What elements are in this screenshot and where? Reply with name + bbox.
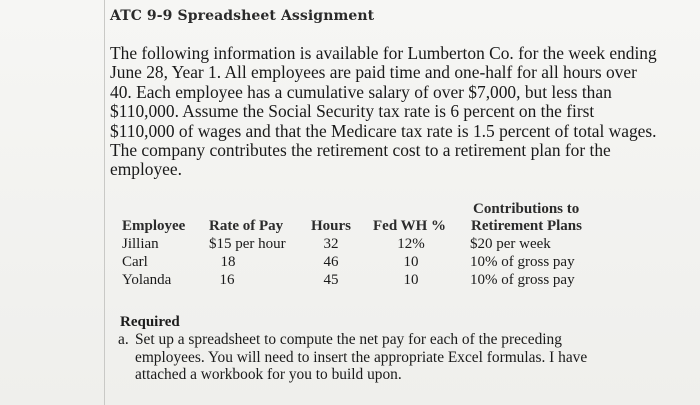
cell-fed-wh: 10	[403, 272, 419, 288]
cell-employee: Jillian	[122, 236, 159, 252]
cell-contribution: 10% of gross pay	[470, 272, 575, 288]
required-item-text	[135, 331, 675, 384]
cell-fed-wh: 10	[403, 254, 419, 270]
header-contributions-line1: Contributions to	[473, 201, 580, 217]
cell-rate: 18	[220, 254, 236, 270]
cell-employee: Yolanda	[122, 272, 172, 288]
required-item-letter: a.	[118, 331, 129, 348]
intro-line: The company contributes the retirement cost to a retirement plan for the	[110, 140, 611, 161]
required-item-line: Set up a spreadsheet to compute the net pay for each of the preceding	[135, 331, 562, 348]
cell-hours: 46	[323, 254, 339, 270]
header-employee: Employee	[122, 218, 186, 234]
cell-rate: $15 per hour	[209, 236, 286, 252]
intro-line: $110,000. Assume the Social Security tax rate is 6 percent on the first	[110, 101, 595, 122]
required-item-line: attached a workbook for you to build upon.	[135, 366, 402, 383]
cell-contribution: 10% of gross pay	[470, 254, 575, 270]
header-contributions-line2: Retirement Plans	[471, 218, 582, 234]
cell-employee: Carl	[122, 254, 148, 270]
cell-fed-wh: 12%	[397, 236, 425, 252]
page-left-border	[104, 0, 105, 405]
intro-line: 40. Each employee has a cumulative salary of over $7,000, but less than	[110, 81, 612, 102]
required-heading: Required	[120, 314, 180, 330]
cell-hours: 45	[323, 272, 339, 288]
header-rate-of-pay: Rate of Pay	[209, 218, 284, 234]
intro-line: The following information is available for Lumberton Co. for the week ending	[110, 43, 657, 63]
intro-line: employee.	[110, 159, 182, 180]
cell-hours: 32	[323, 236, 339, 252]
header-fed-wh: Fed WH %	[373, 218, 447, 234]
header-hours: Hours	[311, 218, 352, 234]
intro-line: June 28, Year 1. All employees are paid time and one-half for all hours over	[110, 62, 637, 83]
required-item-line: employees. You will need to insert the appropriate Excel formulas. I have	[135, 348, 588, 366]
cell-rate: 16	[219, 272, 235, 288]
intro-line: $110,000 of wages and that the Medicare tax rate is 1.5 percent of total wages.	[110, 120, 657, 141]
cell-contribution: $20 per week	[470, 236, 551, 252]
intro-paragraph	[110, 44, 680, 180]
assignment-title: ATC 9-9 Spreadsheet Assignment	[110, 8, 375, 24]
